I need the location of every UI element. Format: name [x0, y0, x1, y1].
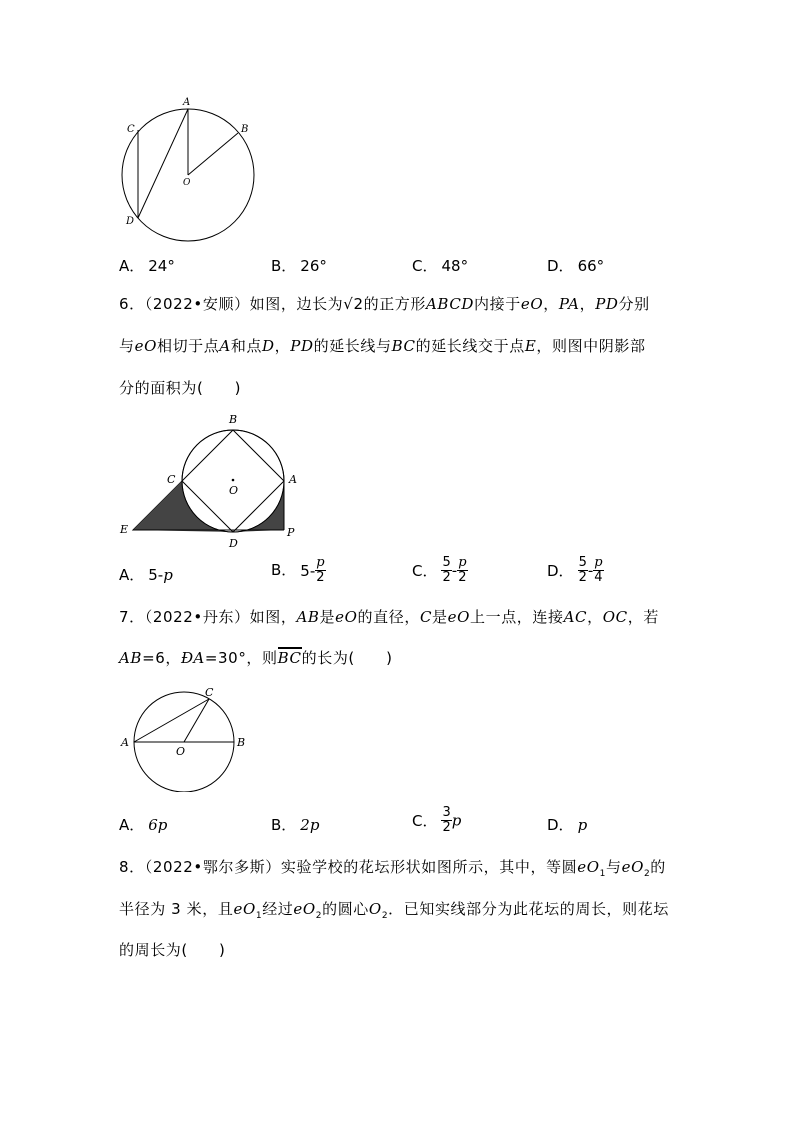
- fraction-numerator: 5: [442, 555, 451, 570]
- minus-sign: -: [587, 561, 594, 580]
- sqrt-two: √2: [343, 295, 364, 313]
- text: 的: [650, 858, 666, 876]
- text: 相切于点: [156, 337, 220, 355]
- text: 是: [432, 608, 448, 626]
- math-circle-o: eO: [447, 608, 470, 626]
- question-number: 6．: [119, 295, 145, 313]
- text: 的延长线交于点: [415, 337, 525, 355]
- text: 分的面积为( ): [119, 379, 242, 397]
- q6-label-p: P: [287, 526, 295, 539]
- q5-figure: [110, 92, 270, 247]
- math-a: A: [219, 337, 231, 355]
- q6-figure: [115, 408, 315, 553]
- math-abcd: ABCD: [426, 295, 475, 313]
- q7-figure: [115, 682, 260, 792]
- question-source: （2022•安顺）: [144, 295, 250, 313]
- q6-label-o: O: [229, 484, 239, 497]
- math-d: D: [262, 337, 275, 355]
- q6-line-2: [119, 336, 646, 356]
- fraction-denominator: 2: [442, 820, 451, 835]
- q7-option-c[interactable]: [412, 806, 461, 835]
- text: 实验学校的花坛形状如图所示，其中，等圆: [280, 858, 578, 876]
- text: 的正方形: [363, 295, 426, 313]
- q7-label-o: O: [176, 745, 186, 758]
- fraction: [441, 806, 451, 835]
- math-bc: BC: [391, 337, 416, 355]
- text: 的长为( ): [301, 649, 393, 667]
- text: ，: [543, 295, 559, 313]
- subscript: 2: [315, 911, 323, 921]
- q6-option-b[interactable]: [271, 556, 326, 585]
- text: ，: [579, 295, 596, 313]
- q7-line-1: [119, 607, 659, 627]
- q5-label-a: A: [183, 97, 191, 108]
- q6-option-a[interactable]: [119, 564, 173, 585]
- q7-option-a[interactable]: [119, 814, 167, 835]
- fraction-denominator: 2: [442, 570, 451, 585]
- option-letter: A．: [119, 257, 145, 275]
- option-value: 5-: [300, 561, 316, 580]
- q8-line-3: [119, 940, 226, 960]
- fraction: [441, 556, 451, 585]
- subscript: 1: [255, 911, 263, 921]
- fraction: [457, 556, 467, 585]
- text: =6，: [142, 649, 181, 667]
- q5-label-c: C: [127, 124, 135, 135]
- fraction-denominator: 2: [578, 570, 587, 585]
- text: =30°，则: [204, 649, 278, 667]
- text: 如图，边长为: [249, 295, 344, 313]
- option-value: p: [163, 566, 173, 584]
- question-number: 8．: [119, 858, 145, 876]
- option-value: 66°: [577, 257, 605, 275]
- subscript: 1: [599, 869, 606, 879]
- subscript: 2: [643, 869, 651, 879]
- option-value: p: [577, 816, 588, 834]
- q7-label-c: C: [205, 686, 214, 699]
- option-letter: A．: [119, 816, 145, 834]
- question-number: 7．: [119, 608, 145, 626]
- q8-line-1: [119, 857, 666, 884]
- text: 与: [119, 337, 135, 355]
- q6-label-c: C: [167, 473, 176, 486]
- math-pd: PD: [290, 337, 314, 355]
- option-letter: B．: [271, 816, 297, 834]
- q8-line-2: [119, 899, 669, 926]
- option-letter: A．: [119, 566, 145, 584]
- q6-label-d: D: [229, 537, 238, 550]
- text: 的圆心: [322, 900, 369, 918]
- q7-line-2: [119, 648, 393, 668]
- fraction: [315, 556, 325, 585]
- option-letter: D．: [547, 816, 574, 834]
- math-circle-o1: eO: [233, 900, 256, 918]
- question-source: （2022•鄂尔多斯）: [144, 858, 281, 876]
- fraction-numerator: 3: [442, 805, 451, 820]
- question-source: （2022•丹东）: [144, 608, 250, 626]
- text: ，: [587, 608, 603, 626]
- text: 内接于: [474, 295, 521, 313]
- text: 经过: [262, 900, 294, 918]
- math-pa: PA: [558, 295, 580, 313]
- option-value: 6p: [148, 816, 168, 834]
- text: 的延长线与: [313, 337, 392, 355]
- math-circle-o: eO: [335, 608, 358, 626]
- text: ，: [274, 337, 291, 355]
- math-ab: AB: [296, 608, 320, 626]
- q7-option-b[interactable]: [271, 814, 319, 835]
- math-circle-o: eO: [134, 337, 157, 355]
- text: 与: [605, 858, 622, 876]
- option-value: 2p: [300, 816, 320, 834]
- math-pd: PD: [595, 295, 619, 313]
- text: ，则图中阴影部: [536, 337, 646, 355]
- option-letter: C．: [412, 812, 438, 830]
- q7-chord-ac: [134, 699, 209, 742]
- q7-option-d[interactable]: [547, 814, 587, 835]
- q6-label-b: B: [229, 413, 238, 426]
- fraction-denominator: 2: [316, 570, 325, 585]
- option-value: 5-: [148, 566, 164, 584]
- subscript: 2: [381, 911, 389, 921]
- math-ab: AB: [119, 649, 143, 667]
- option-value: 48°: [441, 257, 469, 275]
- math-oc: OC: [602, 608, 628, 626]
- math-e: E: [524, 337, 537, 355]
- math-arc-bc: BC: [277, 649, 302, 667]
- text: 上一点，连接: [470, 608, 564, 626]
- text: 和点: [230, 337, 263, 355]
- fraction: [593, 556, 603, 585]
- q5-option-b[interactable]: [271, 255, 327, 276]
- q5-label-b: B: [241, 124, 249, 135]
- option-letter: B．: [271, 561, 297, 579]
- q7-radius-oc: [184, 699, 209, 742]
- math-circle-o: eO: [520, 295, 544, 313]
- math-o2: O: [368, 900, 382, 918]
- math-circle-o2: eO: [293, 900, 316, 918]
- text: ，若: [627, 608, 659, 626]
- option-letter: D．: [547, 562, 574, 580]
- q6-label-a: A: [289, 473, 297, 486]
- option-letter: D．: [547, 257, 574, 275]
- math-angle-a: ÐA: [180, 649, 205, 667]
- option-letter: C．: [412, 257, 438, 275]
- math-c: C: [419, 608, 433, 626]
- text: 的周长为( ): [119, 941, 226, 959]
- option-letter: C．: [412, 562, 438, 580]
- math-circle-o2: eO: [621, 858, 644, 876]
- option-value: p: [451, 811, 462, 830]
- option-value: 26°: [300, 257, 327, 275]
- q6-center-dot: [232, 479, 235, 482]
- text: 半径为 3 米，且: [119, 900, 234, 918]
- option-letter: B．: [271, 257, 297, 275]
- q6-line-1: [119, 294, 650, 314]
- q5-option-d[interactable]: [547, 255, 604, 276]
- fraction: [578, 556, 588, 585]
- math-circle-o1: eO: [577, 858, 600, 876]
- q6-line-3: [119, 378, 241, 398]
- fraction-numerator: 5: [578, 555, 587, 570]
- text: ．已知实线部分为此花坛的周长，则花坛: [388, 900, 669, 918]
- minus-sign: -: [451, 561, 458, 580]
- q5-chord-ad: [138, 109, 188, 218]
- fraction-numerator: p: [458, 555, 467, 570]
- q7-label-b: B: [237, 736, 246, 749]
- q6-option-d[interactable]: [547, 556, 604, 585]
- text: 如图，: [249, 608, 297, 626]
- q6-label-e: E: [120, 523, 129, 536]
- text: 分别: [618, 295, 650, 313]
- math-ac: AC: [563, 608, 588, 626]
- q5-label-d: D: [126, 216, 135, 227]
- text: 是: [319, 608, 336, 626]
- q5-option-c[interactable]: [412, 255, 468, 276]
- q7-label-a: A: [121, 736, 129, 749]
- fraction-denominator: 4: [594, 570, 603, 585]
- option-value: 24°: [148, 257, 175, 275]
- fraction-numerator: p: [594, 555, 603, 570]
- q5-option-a[interactable]: [119, 255, 175, 276]
- fraction-numerator: p: [316, 555, 325, 570]
- q6-option-c[interactable]: [412, 556, 468, 585]
- q5-radius-ob: [188, 133, 238, 175]
- text: 的直径，: [357, 608, 420, 626]
- q5-label-o: O: [183, 178, 191, 188]
- fraction-denominator: 2: [458, 570, 467, 585]
